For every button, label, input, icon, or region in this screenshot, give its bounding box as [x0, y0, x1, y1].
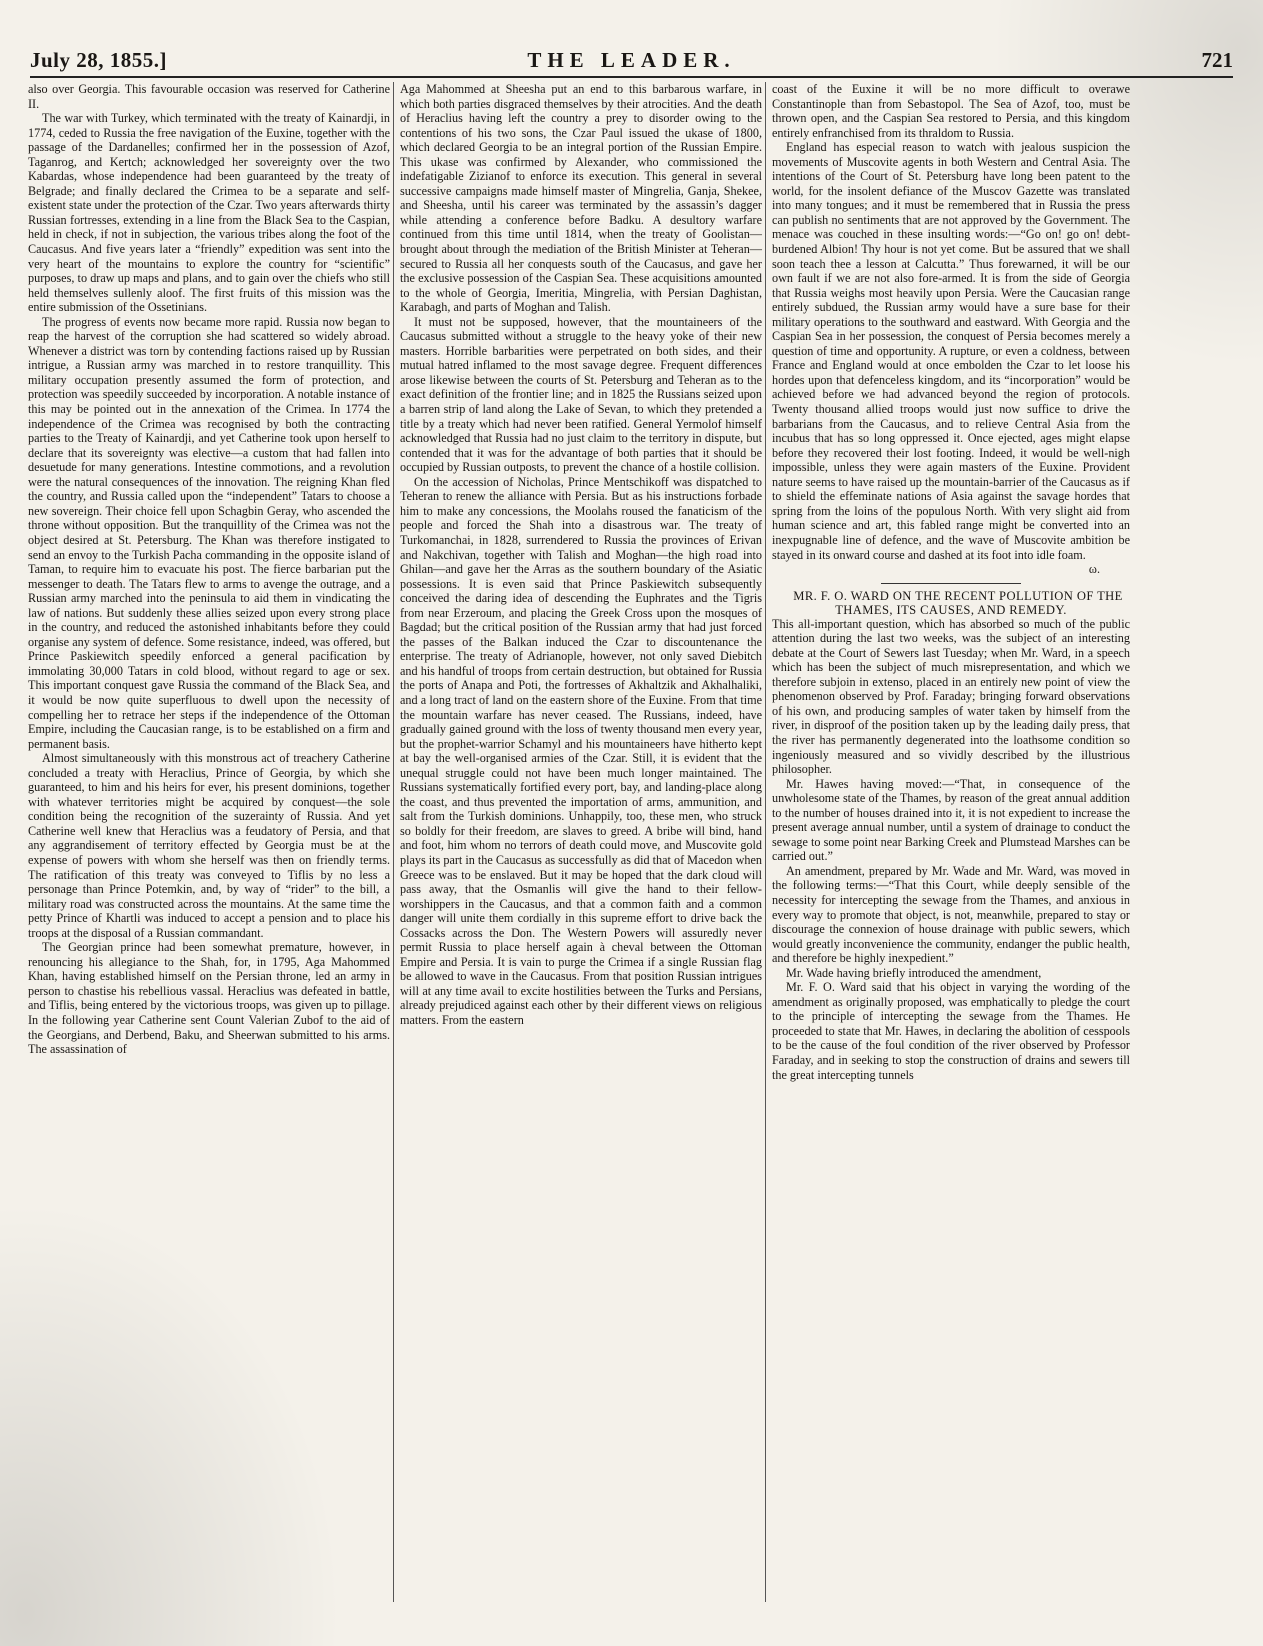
masthead [30, 48, 1233, 74]
paragraph: An amendment, prepared by Mr. Wade and Mr. Ward, was moved in the following terms:—“That this Court, while deeply sensible of the necessity for intercepting the sewage from the Thames, and anxious in every way to promote that object, is not, meanwhile, prepared to stay or discourage the connexion of house drainage with public sewers, which would greatly inconvenience the community, endanger the public health, and therefore be highly inexpedient.” [772, 863, 1130, 966]
paragraph: This all-important question, which has absorbed so much of the public attention during the last two weeks, was the subject of an interesting debate at the Court of Sewers last Tuesday; when Mr. Ward, in a speech which has been the subject of much misrepresentation, and which we therefore subjoin in extenso, placed in an entirely new point of view the phenomenon observed by Prof. Faraday; bringing forward observations of his own, and producing samples of water taken by himself from the river, in disproof of the position taken up by the leading daily press, that the river has permanently degenerated into the loathsome condition so ingeniously measured and so vividly described by the illustrious philosopher. [772, 616, 1130, 777]
paragraph: also over Georgia. This favourable occasion was reserved for Catherine II. [28, 82, 390, 111]
section-divider [881, 583, 1021, 584]
column-3 [772, 82, 1130, 1082]
issue-date: July 28, 1855.] [30, 48, 168, 72]
paragraph: The war with Turkey, which terminated with the treaty of Kainardji, in 1774, ceded to Russia the free navigation of the Euxine, together with the passage of the Dardanelles; confirmed her in the possession of Azof, Taganrog, and Kertch; acknowledged her sovereignty over the two Kabardas, whose independence had been guaranteed by the treaty of Belgrade; and finally declared the Crimea to be a separate and self-existent state under the protection of the Czar. Two years afterwards thirty Russian fortresses, extending in a line from the Black Sea to the Caspian, held in check, if not in subjection, the various tribes along the foot of the Caucasus. And five years later a “friendly” expedition was sent into the very heart of the mountains to explore the country for “scientific” purposes, to draw up maps and plans, and to gain over the chiefs who still held themselves sullenly aloof. The first fruits of this mission was the entire submission of the Ossetinians. [28, 111, 390, 315]
paragraph: coast of the Euxine it will be no more difficult to overawe Constantinople than from Sebastopol. The Sea of Azof, too, must be thrown open, and the Caspian Sea restored to Persia, and this kingdom entirely enfranchised from its thraldom to Russia. [772, 82, 1130, 140]
column-1 [28, 82, 390, 1057]
page-number: 721 [1201, 48, 1233, 72]
paper-title: THE LEADER. [527, 48, 736, 72]
column-divider [765, 82, 766, 1602]
paragraph: Almost simultaneously with this monstrous act of treachery Catherine concluded a treaty with Heraclius, Prince of Georgia, by which she guaranteed, to him and his heirs for ever, his present dominions, together with whatever territories might be acquired by conquest—the sole condition being the recognition of the suzerainty of Russia. And yet Catherine well knew that Heraclius was a feudatory of Persia, and that any aggrandisement of territory effected by Georgia must be at the expense of powers with whom she herself was then on friendly terms. The ratification of this treaty was conveyed to Tiflis by no less a personage than Prince Potemkin, and, by way of “rider” to the bill, a military road was constructed across the mountains. At the same time the petty Prince of Khartli was induced to accept a pension and to place his troops at the disposal of a Russian commandant. [28, 751, 390, 940]
paragraph: The Georgian prince had been somewhat premature, however, in renouncing his allegiance to the Shah, for, in 1795, Aga Mahommed Khan, having established himself on the Persian throne, led an army in person to chastise his rebellious vassal. Heraclius was defeated in battle, and Tiflis, being entered by the victorious troops, was given up to pillage. In the following year Catherine sent Count Valerian Zubof to the aid of the Georgians, and Derbend, Baku, and Sheerwan submitted to his arms. The assassination of [28, 940, 390, 1057]
masthead-rule [30, 76, 1233, 78]
article-headline: MR. F. O. WARD ON THE RECENT POLLUTION OF THE THAMES, ITS CAUSES, AND REMEDY. [793, 588, 1123, 617]
column-2 [400, 82, 762, 1028]
paragraph: Aga Mahommed at Sheesha put an end to this barbarous warfare, in which both parties disgraced themselves by their atrocities. And the death of Heraclius having left the country a prey to disorder owing to the contentions of his two sons, the Czar Paul issued the ukase of 1800, which declared Georgia to be an integral portion of the Russian Empire. This ukase was confirmed by Alexander, who commissioned the indefatigable Zizianof to enforce its execution. This general in several successive campaigns made himself master of Mingrelia, Ganja, Shekee, and Sheesha, until his career was terminated by the assassin’s dagger while attending a conference before Badku. A desultory warfare continued from this time until 1814, when the treaty of Goolistan—brought about through the mediation of the British Minister at Teheran—secured to Russia all her conquests south of the Caucasus, and gave her the exclusive possession of the Caspian Sea. These acquisitions amounted to the whole of Georgia, Imeritia, Mingrelia, with Persian Daghistan, Karabagh, and parts of Moghan and Talish. [400, 82, 762, 315]
paragraph: The progress of events now became more rapid. Russia now began to reap the harvest of the corruption she had scattered so widely abroad. Whenever a district was torn by contending factions raised up by Russian intrigue, a Russian army was marched in to restore tranquillity. This military occupation presently assumed the form of protection, and protection was speedily succeeded by incorporation. A notable instance of this may be pointed out in the annexation of the Crimea. In 1774 the independence of the Crimea was recognised by both the contracting parties to the Treaty of Kainardji, and yet Catherine took upon herself to declare that its sovereignty was elective—a custom that had fallen into desuetude for many generations. Intestine commotions, and a revolution were the natural consequences of the innovation. The reigning Khan fled the country, and Russia called upon the “independent” Tatars to choose a new sovereign. Their choice fell upon Schagbin Geray, who ascended the throne without opposition. But the tranquillity of the Crimea was not the object desired at St. Petersburg. The Khan was therefore instigated to send an envoy to the Turkish Pacha commanding in the opposite island of Taman, to require him to evacuate his post. The fierce barbarian put the messenger to death. The Tatars flew to arms to avenge the outrage, and a Russian army marched into the peninsula to aid them in vindicating the law of nations. But suddenly these allies seized upon every strong place in the country, and reduced the astonished inhabitants before they could organise any system of defence. Some resistance, indeed, was offered, but Prince Paskiewitch speedily enforced a general pacification by immolating 30,000 Tatars in cold blood, without regard to age or sex. This important conquest gave Russia the command of the Black Sea, and it would be now quite superfluous to dwell upon the necessity of compelling her to retrace her steps if the independence of the Ottoman Empire, including the Caucasian range, is to be established on a firm and permanent basis. [28, 314, 390, 751]
paragraph: England has especial reason to watch with jealous suspicion the movements of Muscovite agents in both Western and Central Asia. The intentions of the Court of St. Petersburg have long been patent to the world, for the insolent defiance of the Muscov Gazette was translated into many tongues; and it must be remembered that in Russia the press can publish no sentiments that are not approved by the Government. The menace was couched in these insulting words:—“Go on! go on! debt-burdened Albion! Thy hour is not yet come. But be assured that we shall soon teach thee a lesson at Calcutta.” Thus forewarned, it will be our own fault if we are not also fore-armed. It is from the side of Georgia that Russia weighs most heavily upon Persia. Were the Caucasian range entirely subdued, the Russian army would have a sure base for their military operations to the southward and eastward. With Georgia and the Caspian Sea in her possession, the conquest of Persia becomes merely a question of time and opportunity. A rupture, or even a coldness, between France and England would at once embolden the Czar to let loose his hordes upon that defenceless kingdom, and its “incorporation” would be achieved before we had advanced beyond the region of protocols. Twenty thousand allied troops would just now suffice to drive the barbarians from the Caucasus, and to relieve Central Asia from the incubus that has so long oppressed it. Once ejected, ages might elapse before they recovered their lost footing. Indeed, it would be well-nigh impossible, unless they were again masters of the Euxine. Provident nature seems to have raised up the mountain-barrier of the Caucasus as if to shield the effeminate nations of Asia against the savage hordes that spring from the loins of the populous North. With very slight aid from human science and art, this fabled range might be converted into an inexpugnable line of defence, and the wave of Muscovite ambition be stayed in its onward course and dashed at its foot into idle foam. [772, 140, 1130, 562]
paragraph: On the accession of Nicholas, Prince Mentschikoff was dispatched to Teheran to renew the alliance with Persia. But as his instructions forbade him to make any concessions, the Moolahs roused the fanaticism of the people and forced the Shah into a disastrous war. The treaty of Turkomanchai, in 1828, surrendered to Russia the provinces of Erivan and Nakchivan, together with Talish and Moghan—the high road into Ghilan—and gave her the Arras as the southern boundary of the Asiatic possessions. It is even said that Prince Paskiewitch subsequently conceived the daring idea of descending the Euphrates and the Tigris from near Erzeroum, and placing the Greek Cross upon the mosques of Bagdad; but the critical position of the Russian army that had just forced the passes of the Balkan induced the Czar to discountenance the enterprise. The treaty of Adrianople, however, not only saved Diebitch and his handful of troops from certain destruction, but obtained for Russia the ports of Anapa and Poti, the fortresses of Akhaltzik and Akhalhaliki, and a long tract of land on the eastern shore of the Euxine. From that time the mountain warfare has never ceased. The Russians, indeed, have gradually gained ground with the loss of twenty thousand men every year, but the prophet-warrior Schamyl and his mountaineers have hitherto kept at bay the well-organised armies of the Czar. Still, it is evident that the unequal struggle could not have been much longer maintained. The Russians systematically fortified every port, bay, and landing-place along the coast, and thus prevented the importation of arms, ammunition, and salt from the Turkish dominions. Unhappily, too, these men, who struck so boldly for their freedom, are slaves to greed. A bribe will bind, hand and foot, him whom no terrors of death could move, and Muscovite gold plays its part in the Caucasus as successfully as did that of Macedon when Greece was to be enslaved. But it may be hoped that the dark cloud will pass away, that the Osmanlis will give the hand to their fellow-worshippers in the Caucasus, and that a common faith and a common danger will unite them cordially in this supreme effort to drive back the Cossacks across the Don. The Western Powers will assuredly never permit Russia to place herself again à cheval between the Ottoman Empire and Persia. It is vain to purge the Crimea if a single Russian flag be allowed to wave in the Caucasus. From that position Russian intrigues will at any time avail to excite hostilities between the Turks and Persians, already prejudiced against each other by their different views on religious matters. From the eastern [400, 474, 762, 1027]
column-divider [393, 82, 394, 1602]
paragraph: Mr. Wade having briefly introduced the amendment, [786, 965, 1042, 980]
paragraph: Mr. Hawes having moved:—“That, in consequence of the unwholesome state of the Thames, by reason of the great annual addition to the number of houses drained into it, it is not expedient to increase the present average annual number, until a system of drainage to conduct the sewage to some point near Barking Creek and Plumstead Marshes can be carried out.” [772, 776, 1130, 864]
paragraph: Mr. F. O. Ward said that his object in varying the wording of the amendment as originally proposed, was emphatically to pledge the court to the principle of intercepting the sewage from the Thames. He proceeded to state that Mr. Hawes, in declaring the abolition of cesspools to be the cause of the foul condition of the river observed by Professor Faraday, and in seeking to stop the construction of drains and sewers till the great intercepting tunnels [772, 980, 1130, 1082]
article-signature: ω. [1088, 562, 1100, 577]
paragraph: It must not be supposed, however, that the mountaineers of the Caucasus submitted without a struggle to the heavy yoke of their new masters. Horrible barbarities were perpetrated on both sides, and their mutual hatred inflamed to the most savage degree. Frequent differences arose likewise between the courts of St. Petersburg and Teheran as to the exact definition of the frontier line; and in 1825 the Russians seized upon a barren strip of land along the Lake of Sevan, to which they pretended a title by a treaty which had never been ratified. General Yermolof himself acknowledged that Russia had no just claim to the territory in dispute, but contended that it was for the advantage of both parties that it should be occupied by Russian outposts, to prevent the chance of a hostile collision. [400, 314, 762, 475]
